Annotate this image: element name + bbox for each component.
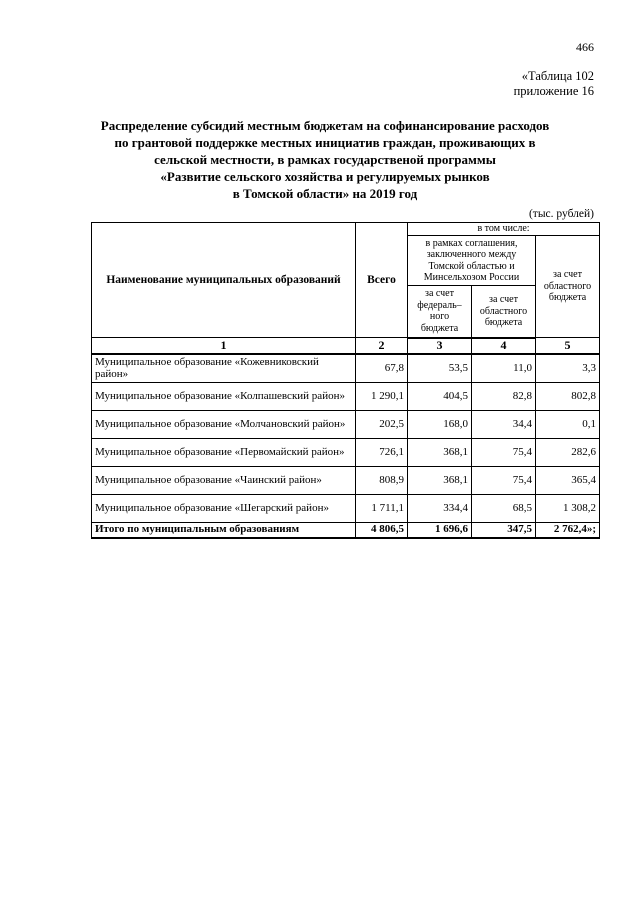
title-line: в Томской области» на 2019 год [232, 186, 418, 201]
total-federal: 1 696,6 [408, 522, 472, 538]
cell-federal: 368,1 [408, 438, 472, 466]
col-number: 2 [356, 338, 408, 354]
cell-regional: 75,4 [472, 438, 536, 466]
table-row [92, 410, 600, 438]
municipality-name: Муниципальное образование «Кожевниковский район» [92, 354, 356, 383]
header-total: Всего [356, 223, 408, 338]
units-label: (тыс. рублей) [528, 208, 594, 220]
title-line: Распределение субсидий местным бюджетам на софинансирование расходов [100, 118, 550, 133]
total-regional: 347,5 [472, 522, 536, 538]
col-number: 4 [472, 338, 536, 354]
municipality-name: Муниципальное образование «Чаинский район» [92, 466, 356, 494]
cell-total: 1 290,1 [356, 382, 408, 410]
municipality-name: Муниципальное образование «Первомайский район» [92, 438, 356, 466]
header-federal: за счет федераль–ного бюджета [408, 286, 472, 338]
cell-total: 67,8 [356, 354, 408, 383]
header-regional-2: за счет областного бюджета [536, 236, 600, 338]
cell-federal: 334,4 [408, 494, 472, 522]
subsidy-table [91, 222, 600, 539]
header-including: в том числе: [408, 223, 600, 236]
header-name: Наименование муниципальных образований [92, 223, 356, 338]
table-row [92, 354, 600, 383]
table-row [92, 382, 600, 410]
document-title [60, 117, 590, 202]
table-reference [514, 69, 594, 99]
header-regional: за счет областного бюджета [472, 286, 536, 338]
title-line: «Развитие сельского хозяйства и регулируемых рынков [160, 169, 490, 184]
cell-regional: 11,0 [472, 354, 536, 383]
municipality-name: Муниципальное образование «Колпашевский район» [92, 382, 356, 410]
table-ref-line: «Таблица 102 [521, 69, 594, 83]
cell-total: 808,9 [356, 466, 408, 494]
table-row [92, 438, 600, 466]
cell-regional-2: 1 308,2 [536, 494, 600, 522]
cell-regional-2: 365,4 [536, 466, 600, 494]
header-agreement: в рамках соглашения, заключенного между Томской областью и Минсельхозом России [408, 236, 536, 286]
cell-regional: 75,4 [472, 466, 536, 494]
total-regional-2: 2 762,4»; [536, 522, 600, 538]
title-line: сельской местности, в рамках государственой программы [154, 152, 496, 167]
total-label: Итого по муниципальным образованиям [92, 522, 356, 538]
cell-regional: 34,4 [472, 410, 536, 438]
cell-total: 726,1 [356, 438, 408, 466]
cell-federal: 53,5 [408, 354, 472, 383]
page-number: 466 [576, 40, 594, 54]
col-number: 1 [92, 338, 356, 354]
cell-regional-2: 0,1 [536, 410, 600, 438]
cell-regional-2: 802,8 [536, 382, 600, 410]
cell-total: 202,5 [356, 410, 408, 438]
total-row [92, 522, 600, 538]
table-row [92, 466, 600, 494]
cell-federal: 168,0 [408, 410, 472, 438]
table-ref-line: приложение 16 [513, 84, 594, 98]
cell-federal: 404,5 [408, 382, 472, 410]
cell-regional-2: 3,3 [536, 354, 600, 383]
cell-total: 1 711,1 [356, 494, 408, 522]
total-sum: 4 806,5 [356, 522, 408, 538]
cell-regional: 82,8 [472, 382, 536, 410]
table-row [92, 494, 600, 522]
title-line: по грантовой поддержке местных инициатив граждан, проживающих в [114, 135, 536, 150]
cell-regional: 68,5 [472, 494, 536, 522]
municipality-name: Муниципальное образование «Шегарский район» [92, 494, 356, 522]
cell-federal: 368,1 [408, 466, 472, 494]
cell-regional-2: 282,6 [536, 438, 600, 466]
municipality-name: Муниципальное образование «Молчановский район» [92, 410, 356, 438]
col-number: 5 [536, 338, 600, 354]
col-number: 3 [408, 338, 472, 354]
